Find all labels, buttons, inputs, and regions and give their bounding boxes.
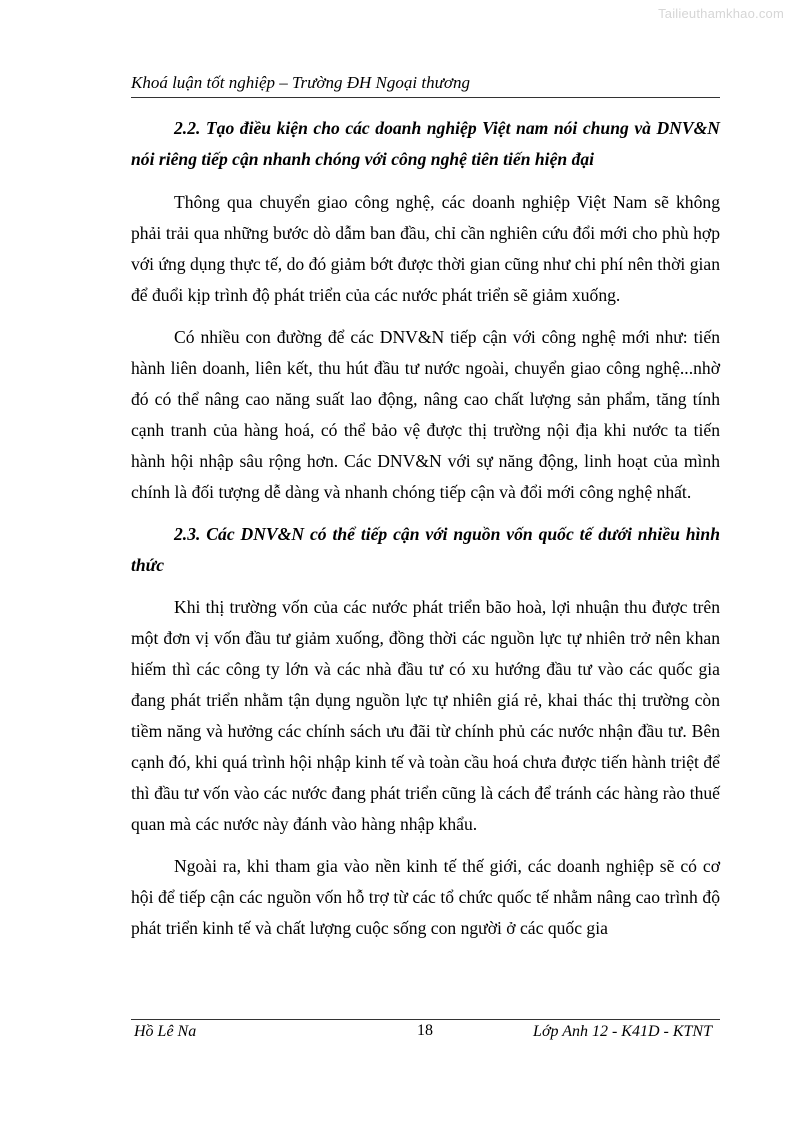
section-2-2 [131,113,720,508]
document-body [131,113,720,944]
section-2-3 [131,519,720,944]
paragraph: Ngoài ra, khi tham gia vào nền kinh tế thế giới, các doanh nghiệp sẽ có cơ hội để tiếp cận các nguồn vốn hỗ trợ từ các tổ chức quốc tế nhằm nâng cao trình độ phát triển kinh tế và chất lượng cuộc sống con người ở các quốc gia [131,856,720,938]
paragraph: Thông qua chuyển giao công nghệ, các doanh nghiệp Việt Nam sẽ không phải trải qua những bước dò dẫm ban đầu, chỉ cần nghiên cứu đổi mới cho phù hợp với ứng dụng thực tế, do đó giảm bớt được thời gian cũng như chi phí nên thời gian để đuổi kịp trình độ phát triển của các nước phát triển sẽ giảm xuống. [131,192,720,305]
page-number: 18 [417,1022,433,1039]
page-header [131,72,720,98]
paragraph: Có nhiều con đường để các DNV&N tiếp cận với công nghệ mới như: tiến hành liên doanh, liên kết, thu hút đầu tư nước ngoài, chuyển giao công nghệ...nhờ đó có thể nâng cao năng suất lao động, nâng cao chất lượng sản phẩm, tăng tính cạnh tranh của hàng hoá, có thể bảo vệ được thị trường nội địa khi nước ta tiến hành hội nhập sâu rộng hơn. Các DNV&N với sự năng động, linh hoạt của mình chính là đối tượng dễ dàng và nhanh chóng tiếp cận và đổi mới công nghệ nhất. [131,327,720,502]
section-heading: 2.2. Tạo điều kiện cho các doanh nghiệp Việt nam nói chung và DNV&N nói riêng tiếp cận nhanh chóng với công nghệ tiên tiến hiện đại [131,118,720,169]
watermark: Tailieuthamkhao.com [658,6,784,21]
paragraph: Khi thị trường vốn của các nước phát triển bão hoà, lợi nhuận thu được trên một đơn vị vốn đầu tư giảm xuống, đồng thời các nguồn lực tự nhiên trở nên khan hiếm thì các công ty lớn và các nhà đầu tư có xu hướng đầu tư vào các quốc gia đang phát triển nhằm tận dụng nguồn lực tự nhiên giá rẻ, khai thác thị trường còn tiềm năng và hưởng các chính sách ưu đãi từ chính phủ các nước nhận đầu tư. Bên cạnh đó, khi quá trình hội nhập kinh tế và toàn cầu hoá chưa được tiến hành triệt để thì đầu tư vốn vào các nước đang phát triển cũng là cách để tránh các hàng rào thuế quan mà các nước này đánh vào hàng nhập khẩu. [131,597,720,834]
footer-class-info: Lớp Anh 12 - K41D - KTNT [533,1023,712,1040]
section-heading: 2.3. Các DNV&N có thể tiếp cận với nguồn vốn quốc tế dưới nhiều hình thức [131,524,720,575]
page-footer [131,1019,720,1045]
header-title: Khoá luận tốt nghiệp – Trường ĐH Ngoại thương [131,73,470,92]
footer-author: Hồ Lê Na [134,1023,197,1040]
